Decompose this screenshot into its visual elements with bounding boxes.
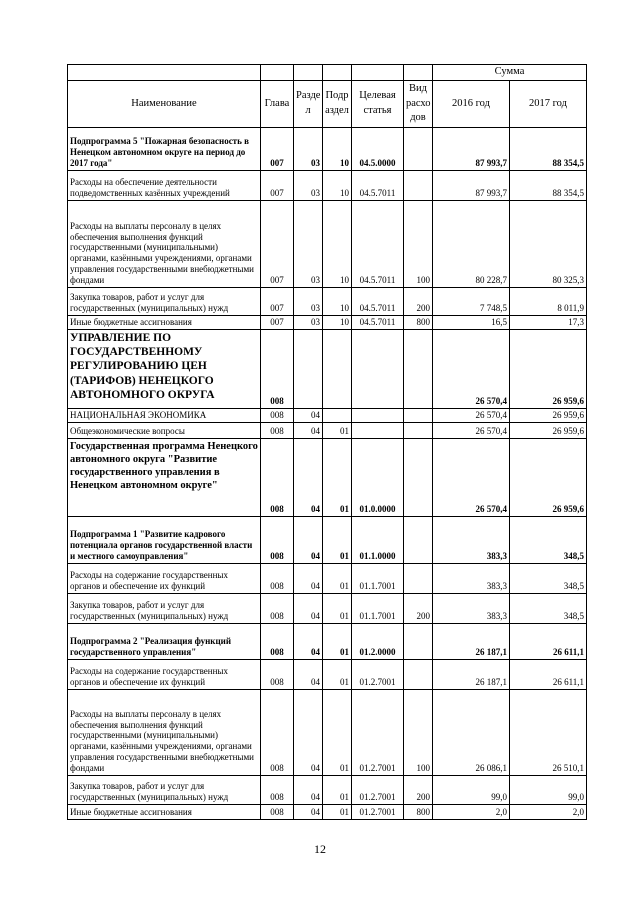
row-section: 04 xyxy=(294,593,323,623)
row-value-2016: 2,0 xyxy=(433,804,510,819)
row-subsection: 10 xyxy=(323,127,352,170)
row-exp-type: 200 xyxy=(404,287,433,315)
row-value-2016: 7 748,5 xyxy=(433,287,510,315)
row-subsection: 01 xyxy=(323,563,352,593)
row-name: Закупка товаров, работ и услуг для государственных (муниципальных) нужд xyxy=(68,593,261,623)
row-value-2016: 87 993,7 xyxy=(433,170,510,200)
row-subsection xyxy=(323,408,352,422)
row-value-2017: 17,3 xyxy=(510,315,587,329)
row-name: Закупка товаров, работ и услуг для государственных (муниципальных) нужд xyxy=(68,287,261,315)
row-chapter: 007 xyxy=(261,315,294,329)
row-value-2016: 383,3 xyxy=(433,563,510,593)
table-row xyxy=(68,127,587,170)
row-target: 01.2.7001 xyxy=(352,689,404,775)
row-section: 04 xyxy=(294,516,323,563)
row-name: НАЦИОНАЛЬНАЯ ЭКОНОМИКА xyxy=(68,408,261,422)
row-value-2017: 348,5 xyxy=(510,516,587,563)
target-header: Целевая статья xyxy=(352,80,404,127)
row-target xyxy=(352,422,404,438)
row-value-2017: 26 959,6 xyxy=(510,438,587,516)
row-chapter: 008 xyxy=(261,775,294,804)
row-chapter: 008 xyxy=(261,516,294,563)
row-name: Общеэкономические вопросы xyxy=(68,422,261,438)
row-exp-type xyxy=(404,422,433,438)
row-value-2016: 383,3 xyxy=(433,593,510,623)
page-number: 12 xyxy=(314,842,326,856)
row-target: 01.2.7001 xyxy=(352,659,404,689)
row-subsection: 01 xyxy=(323,516,352,563)
year-2016-header: 2016 год xyxy=(433,80,510,127)
row-exp-type xyxy=(404,329,433,408)
row-exp-type: 200 xyxy=(404,775,433,804)
row-value-2017: 2,0 xyxy=(510,804,587,819)
row-target: 01.1.7001 xyxy=(352,563,404,593)
row-name: Государственная программа Ненецкого автономного округа "Развитие государственного управления в Ненецком автономном округе" xyxy=(68,438,261,516)
row-exp-type xyxy=(404,623,433,659)
header-row xyxy=(68,80,587,127)
row-value-2016: 26 570,4 xyxy=(433,329,510,408)
row-value-2016: 99,0 xyxy=(433,775,510,804)
table-row xyxy=(68,200,587,287)
row-section: 03 xyxy=(294,200,323,287)
row-subsection: 01 xyxy=(323,689,352,775)
row-chapter: 008 xyxy=(261,689,294,775)
row-exp-type: 800 xyxy=(404,315,433,329)
row-target: 04.5.7011 xyxy=(352,200,404,287)
row-chapter: 008 xyxy=(261,623,294,659)
row-value-2017: 88 354,5 xyxy=(510,127,587,170)
row-section: 04 xyxy=(294,563,323,593)
row-value-2017: 26 959,6 xyxy=(510,408,587,422)
row-value-2017: 26 959,6 xyxy=(510,329,587,408)
row-target: 01.0.0000 xyxy=(352,438,404,516)
row-target: 04.5.7011 xyxy=(352,315,404,329)
row-name: Подпрограмма 1 "Развитие кадрового потенциала органов государственной власти и местного самоуправления" xyxy=(68,516,261,563)
row-value-2017: 80 325,3 xyxy=(510,200,587,287)
row-value-2016: 26 187,1 xyxy=(433,623,510,659)
table-row xyxy=(68,422,587,438)
table-row xyxy=(68,170,587,200)
row-target: 01.2.7001 xyxy=(352,775,404,804)
row-value-2016: 87 993,7 xyxy=(433,127,510,170)
table-row xyxy=(68,804,587,819)
table-row xyxy=(68,659,587,689)
row-subsection: 01 xyxy=(323,623,352,659)
header-row-top xyxy=(68,65,587,81)
row-chapter: 008 xyxy=(261,422,294,438)
table-row xyxy=(68,775,587,804)
row-name: Подпрограмма 2 "Реализация функций государственного управления" xyxy=(68,623,261,659)
row-exp-type xyxy=(404,170,433,200)
row-value-2017: 88 354,5 xyxy=(510,170,587,200)
row-target: 04.5.0000 xyxy=(352,127,404,170)
row-chapter: 008 xyxy=(261,408,294,422)
sum-header: Сумма xyxy=(433,65,587,81)
row-value-2016: 26 570,4 xyxy=(433,438,510,516)
table-row xyxy=(68,329,587,408)
row-value-2016: 26 570,4 xyxy=(433,422,510,438)
table-row xyxy=(68,623,587,659)
section-header: Разде л xyxy=(294,80,323,127)
row-name: Расходы на выплаты персоналу в целях обеспечения выполнения функций государственными (муниципальными) органами, казёнными учреждениями, органами управления государственными внебюджетными фондами xyxy=(68,200,261,287)
row-subsection: 01 xyxy=(323,804,352,819)
row-name: Иные бюджетные ассигнования xyxy=(68,315,261,329)
row-exp-type xyxy=(404,127,433,170)
row-name: УПРАВЛЕНИЕ ПО ГОСУДАРСТВЕННОМУ РЕГУЛИРОВАНИЮ ЦЕН (ТАРИФОВ) НЕНЕЦКОГО АВТОНОМНОГО ОКРУГА xyxy=(68,329,261,408)
table-row xyxy=(68,315,587,329)
row-subsection: 01 xyxy=(323,438,352,516)
row-chapter: 007 xyxy=(261,127,294,170)
row-section: 04 xyxy=(294,438,323,516)
row-chapter: 007 xyxy=(261,287,294,315)
row-section: 04 xyxy=(294,689,323,775)
row-value-2017: 8 011,9 xyxy=(510,287,587,315)
row-exp-type xyxy=(404,563,433,593)
row-name: Расходы на выплаты персоналу в целях обеспечения выполнения функций государственными (муниципальными) органами, казёнными учреждениями, органами управления государственными внебюджетными фондами xyxy=(68,689,261,775)
row-subsection: 01 xyxy=(323,775,352,804)
row-value-2017: 348,5 xyxy=(510,593,587,623)
row-exp-type: 200 xyxy=(404,593,433,623)
row-subsection: 01 xyxy=(323,659,352,689)
row-chapter: 007 xyxy=(261,170,294,200)
row-section: 04 xyxy=(294,422,323,438)
row-target: 04.5.7011 xyxy=(352,170,404,200)
row-exp-type xyxy=(404,438,433,516)
row-target: 01.1.0000 xyxy=(352,516,404,563)
row-chapter: 008 xyxy=(261,563,294,593)
row-subsection: 10 xyxy=(323,170,352,200)
row-name: Иные бюджетные ассигнования xyxy=(68,804,261,819)
row-value-2017: 348,5 xyxy=(510,563,587,593)
row-name: Расходы на содержание государственных органов и обеспечение их функций xyxy=(68,563,261,593)
row-chapter: 008 xyxy=(261,593,294,623)
row-value-2016: 383,3 xyxy=(433,516,510,563)
table-row xyxy=(68,593,587,623)
row-exp-type xyxy=(404,659,433,689)
row-chapter: 008 xyxy=(261,804,294,819)
row-target xyxy=(352,329,404,408)
row-value-2017: 26 959,6 xyxy=(510,422,587,438)
row-section: 03 xyxy=(294,287,323,315)
table-row xyxy=(68,287,587,315)
row-section: 04 xyxy=(294,659,323,689)
chapter-header: Глава xyxy=(261,80,294,127)
row-chapter: 007 xyxy=(261,200,294,287)
table-row xyxy=(68,516,587,563)
row-value-2016: 26 570,4 xyxy=(433,408,510,422)
row-subsection xyxy=(323,329,352,408)
year-2017-header: 2017 год xyxy=(510,80,587,127)
table-row xyxy=(68,408,587,422)
row-target: 01.1.7001 xyxy=(352,593,404,623)
row-section: 04 xyxy=(294,623,323,659)
row-subsection: 10 xyxy=(323,200,352,287)
row-subsection: 01 xyxy=(323,422,352,438)
row-exp-type: 100 xyxy=(404,689,433,775)
row-name: Закупка товаров, работ и услуг для государственных (муниципальных) нужд xyxy=(68,775,261,804)
row-chapter: 008 xyxy=(261,659,294,689)
subsection-header: Подр аздел xyxy=(323,80,352,127)
row-chapter: 008 xyxy=(261,438,294,516)
row-chapter: 008 xyxy=(261,329,294,408)
row-section: 04 xyxy=(294,775,323,804)
row-target: 01.2.7001 xyxy=(352,804,404,819)
table-row xyxy=(68,689,587,775)
row-value-2016: 80 228,7 xyxy=(433,200,510,287)
row-section: 03 xyxy=(294,127,323,170)
row-exp-type: 100 xyxy=(404,200,433,287)
row-value-2017: 26 611,1 xyxy=(510,659,587,689)
table-row xyxy=(68,563,587,593)
table-row xyxy=(68,438,587,516)
row-exp-type xyxy=(404,516,433,563)
row-name: Подпрограмма 5 "Пожарная безопасность в Ненецком автономном округе на период до 2017 года" xyxy=(68,127,261,170)
row-section: 03 xyxy=(294,315,323,329)
row-target: 01.2.0000 xyxy=(352,623,404,659)
row-exp-type: 800 xyxy=(404,804,433,819)
row-subsection: 01 xyxy=(323,593,352,623)
budget-table xyxy=(67,64,587,820)
row-section: 04 xyxy=(294,804,323,819)
row-exp-type xyxy=(404,408,433,422)
row-value-2017: 26 611,1 xyxy=(510,623,587,659)
row-value-2017: 26 510,1 xyxy=(510,689,587,775)
name-header: Наименование xyxy=(68,80,261,127)
row-section: 04 xyxy=(294,408,323,422)
row-subsection: 10 xyxy=(323,287,352,315)
row-subsection: 10 xyxy=(323,315,352,329)
row-target xyxy=(352,408,404,422)
row-section: 03 xyxy=(294,170,323,200)
row-target: 04.5.7011 xyxy=(352,287,404,315)
row-value-2016: 16,5 xyxy=(433,315,510,329)
row-section xyxy=(294,329,323,408)
row-value-2017: 99,0 xyxy=(510,775,587,804)
row-name: Расходы на обеспечение деятельности подведомственных казённых учреждений xyxy=(68,170,261,200)
row-name: Расходы на содержание государственных органов и обеспечение их функций xyxy=(68,659,261,689)
row-value-2016: 26 086,1 xyxy=(433,689,510,775)
exp-type-header: Вид расхо дов xyxy=(404,80,433,127)
row-value-2016: 26 187,1 xyxy=(433,659,510,689)
